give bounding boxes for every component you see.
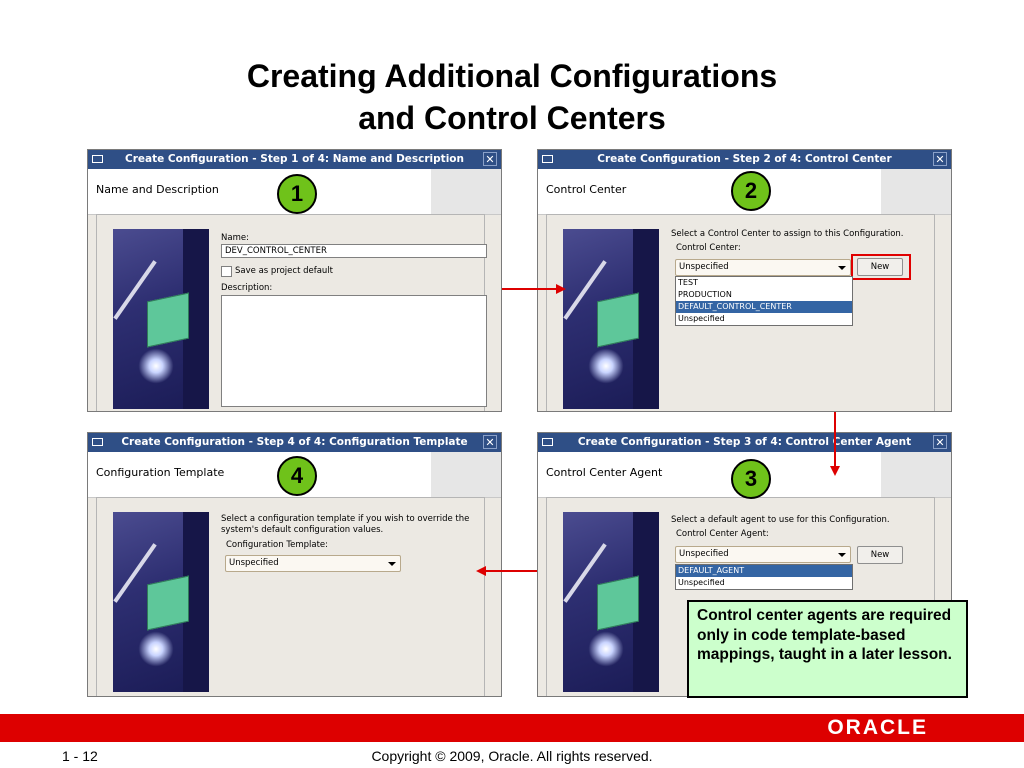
agent-label: Control Center Agent: <box>676 529 769 539</box>
step-badge-3: 3 <box>731 459 771 499</box>
name-input[interactable]: DEV_CONTROL_CENTER <box>221 244 487 258</box>
config-template-combo[interactable] <box>225 555 401 572</box>
control-center-label: Control Center: <box>676 243 741 253</box>
step1-titlebar[interactable] <box>88 150 501 169</box>
description-textarea[interactable] <box>221 295 487 407</box>
step1-header-text: Name and Description <box>96 183 219 196</box>
page-number: 1 - 12 <box>62 748 98 764</box>
header-fade <box>881 169 951 214</box>
chevron-down-icon <box>388 562 396 566</box>
step-badge-1: 1 <box>277 174 317 214</box>
control-center-dropdown <box>675 276 853 326</box>
step1-window-title: Create Configuration - Step 1 of 4: Name and Description <box>125 153 464 165</box>
wizard-art-image <box>563 229 659 409</box>
step4-instruction-line1: Select a configuration template if you wish to override the <box>221 514 470 524</box>
step-badge-4: 4 <box>277 456 317 496</box>
step4-window-title: Create Configuration - Step 4 of 4: Configuration Template <box>121 436 468 448</box>
config-template-combo-value: Unspecified <box>229 558 279 568</box>
close-icon[interactable]: ✕ <box>483 435 497 449</box>
dropdown-option[interactable]: TEST <box>678 278 698 287</box>
step4-panel <box>96 497 485 696</box>
step2-header-text: Control Center <box>546 183 627 196</box>
step4-instruction-line2: system's default configuration values. <box>221 525 384 535</box>
wizard-art-image <box>563 512 659 692</box>
step2-window-title: Create Configuration - Step 2 of 4: Control Center <box>597 153 892 165</box>
step3-window-title: Create Configuration - Step 3 of 4: Control Center Agent <box>577 436 912 448</box>
description-label: Description: <box>221 283 273 293</box>
step2-titlebar[interactable] <box>538 150 951 169</box>
slide-title-line2: and Control Centers <box>358 100 666 136</box>
header-fade <box>881 452 951 497</box>
save-default-label[interactable]: Save as project default <box>235 266 334 276</box>
config-template-label: Configuration Template: <box>226 540 328 550</box>
highlight-box <box>851 254 911 280</box>
control-center-combo[interactable] <box>675 259 851 276</box>
close-icon[interactable]: ✕ <box>483 152 497 166</box>
dropdown-option-selected[interactable]: DEFAULT_CONTROL_CENTER <box>676 301 852 313</box>
new-control-center-button[interactable]: New <box>857 258 903 276</box>
close-icon[interactable]: ✕ <box>933 435 947 449</box>
dropdown-option-selected[interactable]: DEFAULT_AGENT <box>676 565 852 577</box>
wizard-art-image <box>113 512 209 692</box>
dropdown-option[interactable]: PRODUCTION <box>678 290 732 299</box>
agent-combo-value: Unspecified <box>679 549 729 559</box>
step3-instruction: Select a default agent to use for this Configuration. <box>671 515 890 525</box>
agent-combo[interactable] <box>675 546 851 563</box>
step-badge-2: 2 <box>731 171 771 211</box>
slide-title-line1: Creating Additional Configurations <box>246 58 778 94</box>
step3-titlebar[interactable] <box>538 433 951 452</box>
step4-titlebar[interactable] <box>88 433 501 452</box>
wizard-art-image <box>113 229 209 409</box>
copyright-text: Copyright © 2009, Oracle. All rights reserved. <box>371 748 653 764</box>
step2-instruction: Select a Control Center to assign to this Configuration. <box>671 229 904 239</box>
name-label: Name: <box>221 233 249 243</box>
step3-header-text: Control Center Agent <box>546 466 663 479</box>
header-fade <box>431 452 501 497</box>
chevron-down-icon <box>838 266 846 270</box>
chevron-down-icon <box>838 553 846 557</box>
save-default-checkbox[interactable] <box>221 266 232 277</box>
dropdown-option[interactable]: Unspecified <box>678 578 725 587</box>
dropdown-option[interactable]: Unspecified <box>678 314 725 323</box>
agent-dropdown <box>675 564 853 590</box>
step1-panel <box>96 214 485 411</box>
step4-header-text: Configuration Template <box>96 466 225 479</box>
oracle-logo: ORACLE <box>827 716 928 739</box>
header-fade <box>431 169 501 214</box>
close-icon[interactable]: ✕ <box>933 152 947 166</box>
control-center-combo-value: Unspecified <box>679 262 729 272</box>
footer-bar <box>0 714 1024 742</box>
step2-panel <box>546 214 935 411</box>
new-agent-button[interactable]: New <box>857 546 903 564</box>
callout-note: Control center agents are required only in code template-based mappings, taught in a later lesson. <box>687 600 968 698</box>
